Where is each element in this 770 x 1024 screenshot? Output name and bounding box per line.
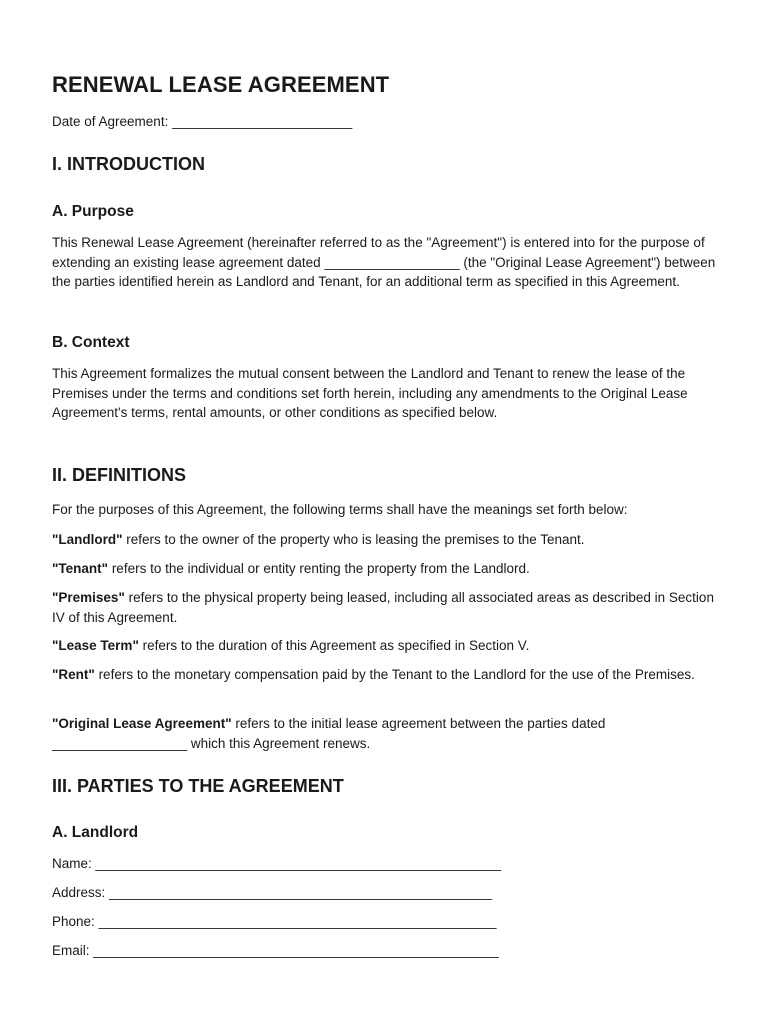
landlord-phone-field[interactable] [52, 914, 497, 929]
definition-rent [52, 665, 720, 685]
definition-text: refers to the duration of this Agreement as specified in Section V. [138, 638, 530, 653]
definitions-intro: For the purposes of this Agreement, the following terms shall have the meanings set forth below: [52, 502, 628, 517]
field-blank[interactable]: ______________________________________________________ [93, 943, 499, 958]
date-of-agreement [52, 114, 352, 129]
context-paragraph: This Agreement formalizes the mutual consent between the Landlord and Tenant to renew the lease of the Premises under the terms and conditions set forth herein, including any amendments to the Original Lease Agreement's terms, rental amounts, or other conditions as specified below. [52, 366, 688, 421]
section-definitions-heading: II. DEFINITIONS [52, 465, 187, 485]
definition-premises [52, 588, 720, 627]
definition-term: "Lease Term" [52, 638, 139, 653]
purpose-heading: A. Purpose [52, 203, 134, 220]
definition-text: refers to the initial lease agreement between the parties dated __________________ which this Agreement renews. [52, 716, 606, 751]
document-title: RENEWAL LEASE AGREEMENT [52, 72, 390, 97]
date-label: Date of Agreement: [52, 114, 169, 129]
field-label: Name: [52, 856, 92, 871]
field-blank[interactable]: ______________________________________________________ [95, 856, 501, 871]
definition-text: refers to the physical property being leased, including all associated areas as described in Section IV of this Agreement. [52, 590, 714, 625]
definition-original-lease-agreement [52, 714, 720, 753]
field-blank[interactable]: _____________________________________________________ [98, 914, 497, 929]
context-heading: B. Context [52, 334, 130, 351]
landlord-name-field[interactable] [52, 856, 501, 871]
field-label: Email: [52, 943, 90, 958]
date-blank: ________________________ [172, 114, 353, 129]
definition-lease-term [52, 636, 720, 656]
definition-landlord [52, 530, 720, 550]
field-label: Phone: [52, 914, 95, 929]
definition-term: "Landlord" [52, 532, 123, 547]
field-blank[interactable]: ___________________________________________________ [109, 885, 492, 900]
definition-term: "Premises" [52, 590, 125, 605]
landlord-address-field[interactable] [52, 885, 492, 900]
definition-term: "Rent" [52, 667, 95, 682]
landlord-heading: A. Landlord [52, 824, 139, 841]
definition-text: refers to the owner of the property who is leasing the premises to the Tenant. [122, 532, 585, 547]
definition-term: "Tenant" [52, 561, 109, 576]
definition-text: refers to the individual or entity renting the property from the Landlord. [108, 561, 530, 576]
definition-text: refers to the monetary compensation paid by the Tenant to the Landlord for the use of the Premises. [94, 667, 695, 682]
field-label: Address: [52, 885, 106, 900]
landlord-email-field[interactable] [52, 943, 499, 958]
section-parties-heading: III. PARTIES TO THE AGREEMENT [52, 776, 344, 796]
section-introduction-heading: I. INTRODUCTION [52, 154, 205, 174]
definition-tenant [52, 559, 720, 579]
definition-term: "Original Lease Agreement" [52, 716, 232, 731]
purpose-paragraph: This Renewal Lease Agreement (hereinafter referred to as the "Agreement") is entered into for the purpose of extending an existing lease agreement dated __________________ (the "Original Lease Agreement") between the parties identified herein as Landlord and Tenant, for an additional term as specified in this Agreement. [52, 235, 716, 290]
